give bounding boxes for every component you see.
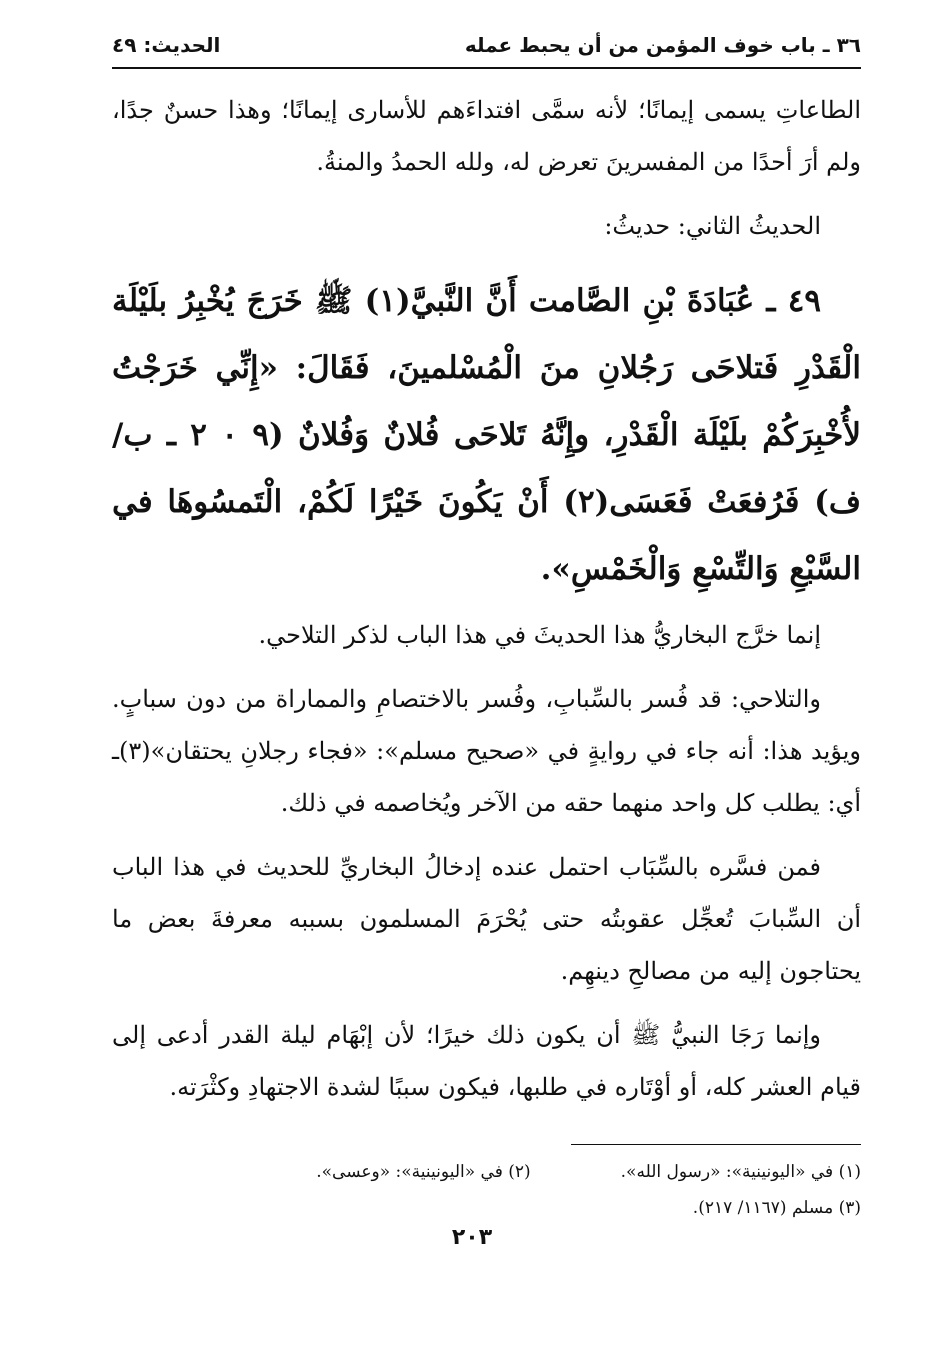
hadith-number-label: الحديث: ٤٩ <box>112 33 221 57</box>
main-text <box>112 84 861 1125</box>
page-number: ٢٠٣ <box>451 1225 493 1250</box>
footnote-2: (٢) في «اليونينية»: «وعسى». <box>316 1162 531 1182</box>
running-header <box>112 26 861 64</box>
hadith-text: ٤٩ ـ عُبَادَةَ بْنِ الصَّامت أَنَّ النَّبيَّ(١) ﷺ خَرَجَ يُخْبِرُ بلَيْلَة الْقَدْرِ فَتلاحَى رَجُلانِ منَ الْمُسْلمينَ، فَقَالَ: «إِنِّي خَرَجْتُ لأُخْبِرَكُمْ بلَيْلَة الْقَدْرِ، وإِنَّهُ تَلاحَى فُلانٌ وَفُلانٌ (٩ ٠ ٢ ـ ب/ ف) فَرُفعَتْ فَعَسَى(٢) أَنْ يَكُونَ خَيْرًا لَكُمْ، الْتَمسُوهَا في السَّبْعِ وَالتِّسْعِ وَالْخَمْسِ». <box>112 283 861 587</box>
paragraph-continuation: الطاعاتِ يسمى إيمانًا؛ لأنه سمَّى افتداءَهم للأسارى إيمانًا؛ وهذا حسنٌ جدًا، ولم أرَ أحدًا من المفسرينَ تعرض له، ولله الحمدُ والمنةُ. <box>112 96 861 176</box>
paragraph-commentary-4: وإنما رَجَا النبيُّ ﷺ أن يكون ذلك خيرًا؛ لأن إبْهَام ليلة القدر أدعى إلى قيام العشر كله، أو أوْتَاره في طلبها، فيكون سببًا لشدة الاجتهادِ وكثْرَته. <box>112 1021 861 1101</box>
footnotes <box>112 1154 861 1226</box>
paragraph-commentary-1: إنما خرَّج البخاريُّ هذا الحديثَ في هذا الباب لذكر التلاحي. <box>258 621 821 649</box>
chapter-title: ٣٦ ـ باب خوف المؤمن من أن يحبط عمله <box>464 33 861 57</box>
paragraph-second-hadith-intro: الحديثُ الثاني: حديثُ: <box>604 212 821 240</box>
paragraph-commentary-2: والتلاحي: قد فُسر بالسِّبابِ، وفُسر بالاختصامِ والمماراة من دون سبابٍ. ويؤيد هذا: أنه جاء في روايةٍ في «صحيح مسلم»: «فجاء رجلانِ يحتقان»(٣)ـ أي: يطلب كل واحد منهما حقه من الآخر ويُخاصمه في ذلك. <box>112 685 861 817</box>
footnote-1: (١) في «اليونينية»: «رسول الله». <box>620 1162 861 1182</box>
paragraph-commentary-3: فمن فسَّره بالسِّبَاب احتمل عنده إدخالُ البخاريِّ للحديث في هذا الباب أن السِّبابَ تُعجِّل عقوبتُه حتى يُحْرَمَ المسلمون بسببه معرفةَ بعض ما يحتاجون إليه من مصالحِ دينهِم. <box>112 853 861 985</box>
footnote-3: (٣) مسلم (١١٦٧/ ٢١٧). <box>692 1198 861 1218</box>
footnote-row <box>112 1154 861 1190</box>
footnote-rule <box>571 1144 861 1145</box>
header-rule <box>112 67 861 69</box>
